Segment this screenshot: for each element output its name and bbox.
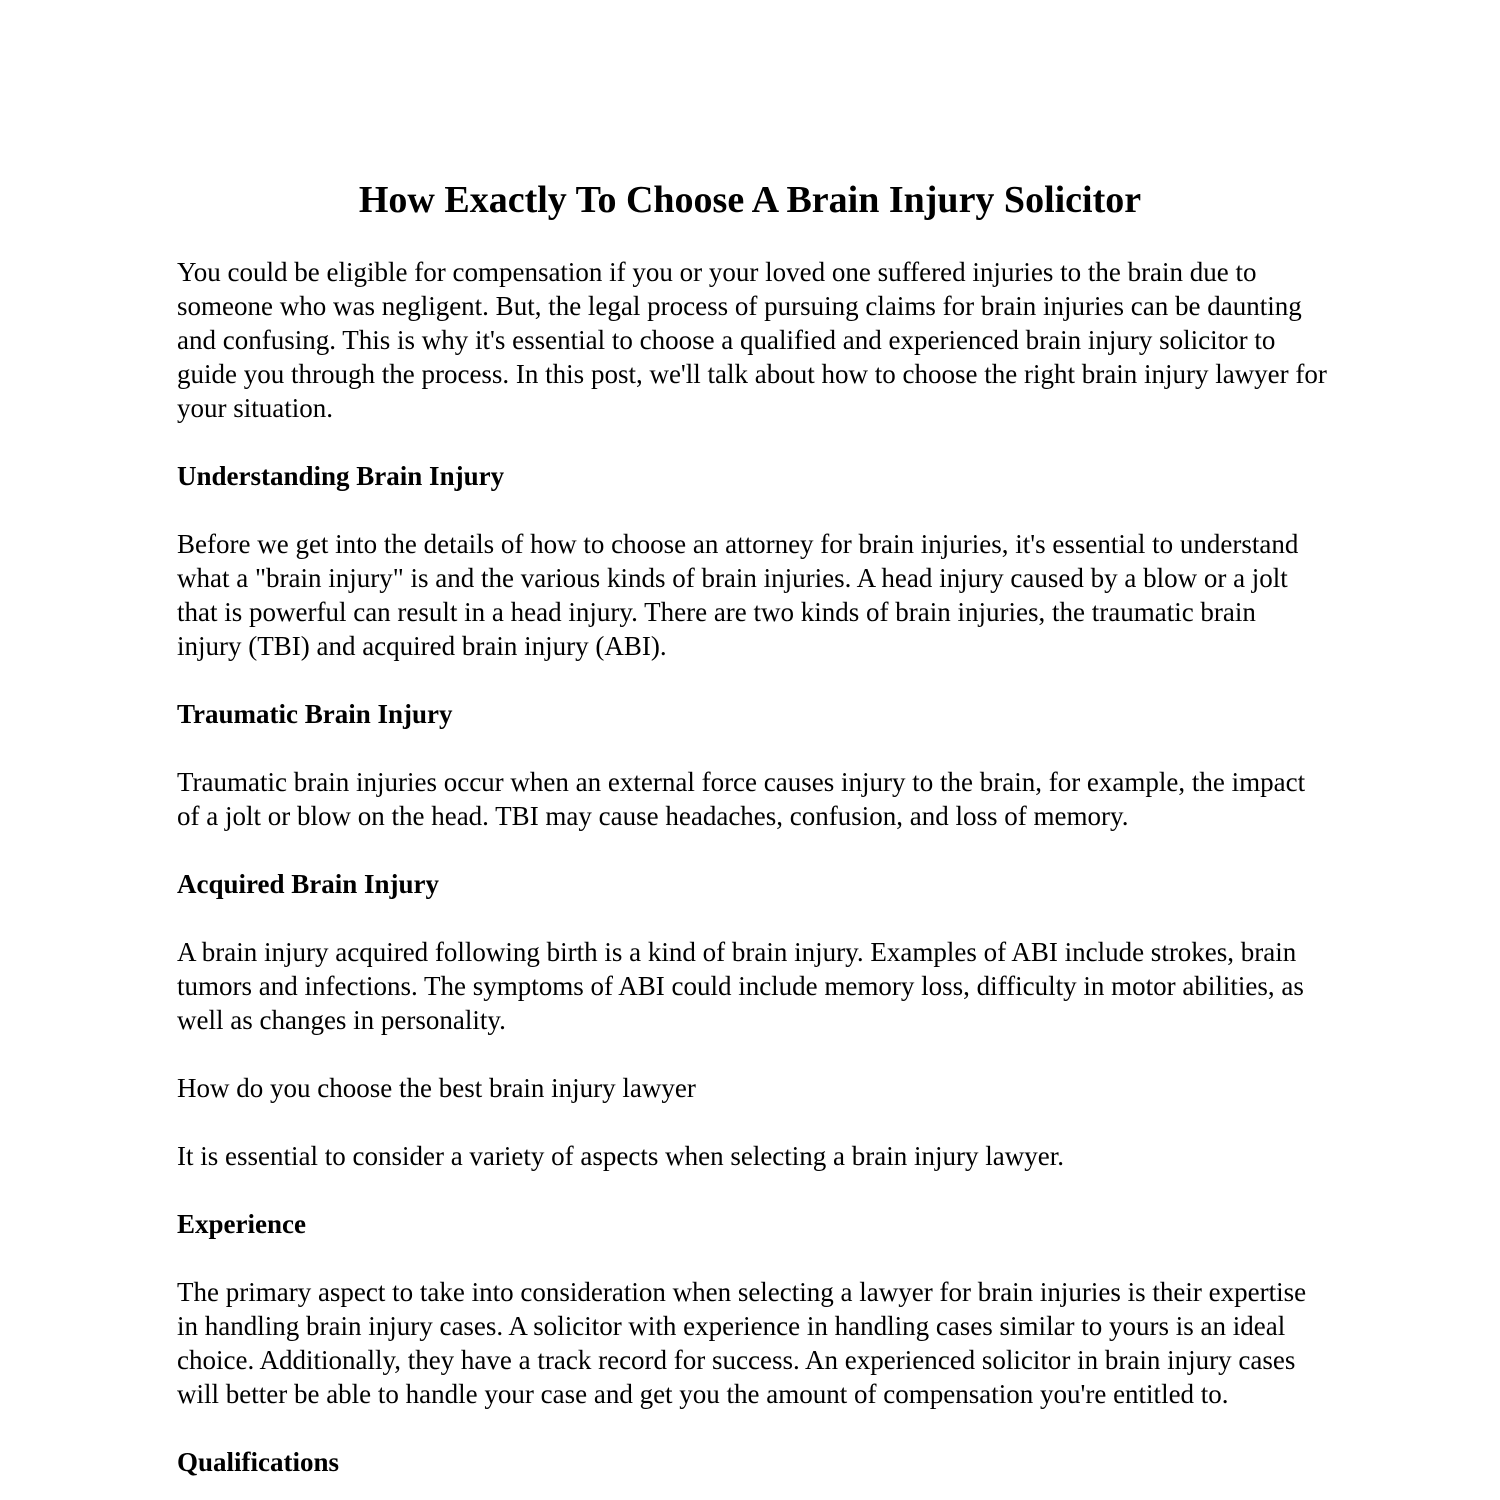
section-heading-qualifications: Qualifications [177, 1447, 340, 1477]
choose-lawyer-line: How do you choose the best brain injury lawyer [177, 1073, 696, 1103]
section-heading-acquired: Acquired Brain Injury [177, 869, 440, 899]
aspects-line: It is essential to consider a variety of aspects when selecting a brain injury lawyer. [177, 1141, 1064, 1171]
page-title: How Exactly To Choose A Brain Injury Solicitor [358, 179, 1142, 221]
section-body-traumatic: Traumatic brain injuries occur when an external force causes injury to the brain, for example, the impact of a jolt or blow on the head. TBI may cause headaches, confusion, and loss of memory. [177, 767, 1306, 831]
document-body [177, 255, 1327, 1500]
section-heading-understanding: Understanding Brain Injury [177, 461, 505, 491]
section-body-experience: The primary aspect to take into consideration when selecting a lawyer for brain injuries is their expertise in handling brain injury cases. A solicitor with experience in handling cases similar to yours is an ideal choice. Additionally, they have a track record for success. An experienced solicitor in brain injury cases will better be able to handle your case and get you the amount of compensation you're entitled to. [177, 1277, 1307, 1409]
section-heading-experience: Experience [177, 1209, 306, 1239]
section-body-acquired: A brain injury acquired following birth is a kind of brain injury. Examples of ABI include strokes, brain tumors and infections. The symptoms of ABI could include memory loss, difficulty in motor abilities, as well as changes in personality. [177, 937, 1304, 1035]
section-body-understanding: Before we get into the details of how to choose an attorney for brain injuries, it's essential to understand what a "brain injury" is and the various kinds of brain injuries. A head injury caused by a blow or a jolt that is powerful can result in a head injury. There are two kinds of brain injuries, the traumatic brain injury (TBI) and acquired brain injury (ABI). [177, 529, 1299, 661]
section-heading-traumatic: Traumatic Brain Injury [177, 699, 453, 729]
intro-paragraph: You could be eligible for compensation if you or your loved one suffered injuries to the brain due to someone who was negligent. But, the legal process of pursuing claims for brain injuries can be daunting and confusing. This is why it's essential to choose a qualified and experienced brain injury solicitor to guide you through the process. In this post, we'll talk about how to choose the right brain injury lawyer for your situation. [177, 257, 1327, 423]
